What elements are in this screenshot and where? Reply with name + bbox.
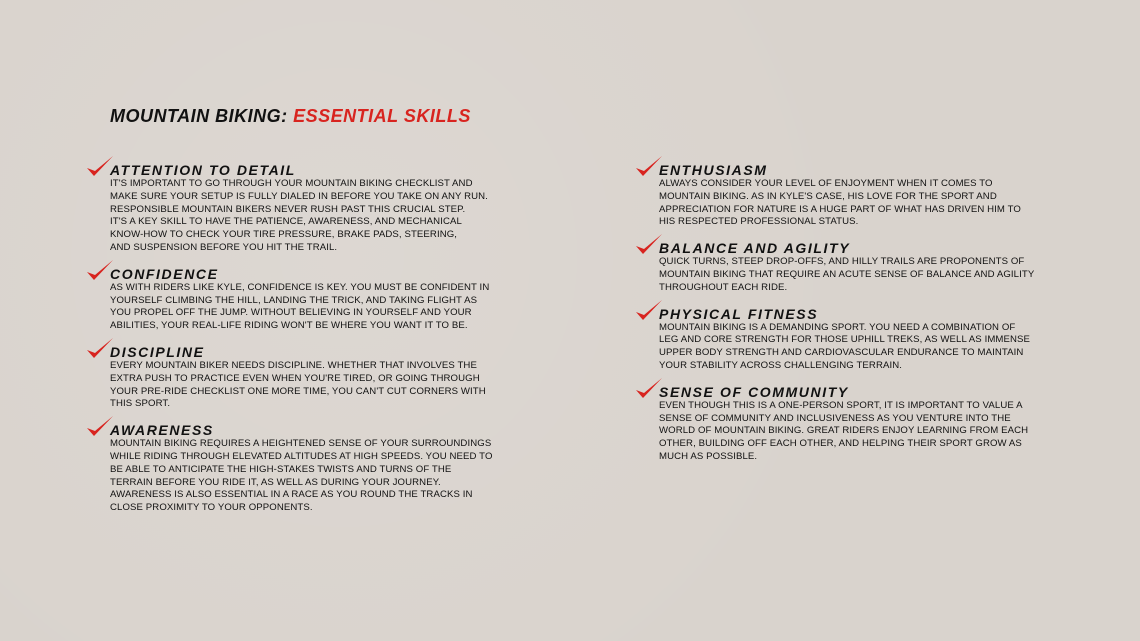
- section-awareness: [110, 420, 515, 515]
- section-heading: DISCIPLINE: [110, 343, 205, 360]
- checkmark-icon: [85, 336, 115, 362]
- section-heading: ATTENTION TO DETAIL: [110, 162, 296, 178]
- section-body: ALWAYS CONSIDER YOUR LEVEL OF ENJOYMENT WHEN IT COMES TO MOUNTAIN BIKING. AS IN KYLE'S CASE, HIS LOVE FOR THE SPORT AND APPRECIATION FOR NATURE IS A HUGE PART OF WHAT HAS DRIVEN HIM TO HIS RESPECTED PROFESSIONAL STATUS.: [659, 178, 1021, 228]
- section-body: IT'S IMPORTANT TO GO THROUGH YOUR MOUNTAIN BIKING CHECKLIST AND MAKE SURE YOUR SETUP IS FULLY DIALED IN BEFORE YOU TAKE ON ANY RUN. RESPONSIBLE MOUNTAIN BIKERS NEVER RUSH PAST THIS CRUCIAL STEP. IT'S A KEY SKILL TO HAVE THE PATIENCE, AWARENESS, AND MECHANICAL KNOW-HOW TO CHECK YOUR TIRE PRESSURE, BRAKE PADS, STEERING, AND SUSPENSION BEFORE YOU HIT THE TRAIL.: [110, 178, 488, 253]
- section-discipline: [110, 342, 515, 411]
- checkmark-icon: [85, 414, 115, 440]
- page-title: [110, 106, 471, 127]
- checkmark-icon: [85, 258, 115, 284]
- section-heading: ENTHUSIASM: [659, 162, 768, 178]
- section-enthusiasm: [659, 160, 1064, 229]
- section-body: EVERY MOUNTAIN BIKER NEEDS DISCIPLINE. WHETHER THAT INVOLVES THE EXTRA PUSH TO PRACTICE EVEN WHEN YOU'RE TIRED, OR GOING THROUGH YOUR PRE-RIDE CHECKLIST ONE MORE TIME, YOU CAN'T CUT CORNERS WITH THIS SPORT.: [110, 359, 486, 410]
- section-body: EVEN THOUGH THIS IS A ONE-PERSON SPORT, IT IS IMPORTANT TO VALUE A SENSE OF COMMUNITY AND INCLUSIVENESS AS YOU VENTURE INTO THE WORLD OF MOUNTAIN BIKING. GREAT RIDERS ENJOY LEARNING FROM EACH OTHER, BUILDING OFF EACH OTHER, AND HELPING THEIR SPORT GROW AS MUCH AS POSSIBLE.: [659, 399, 1029, 462]
- checkmark-icon: [634, 232, 664, 258]
- section-heading: CONFIDENCE: [110, 265, 219, 282]
- section-body: QUICK TURNS, STEEP DROP-OFFS, AND HILLY TRAILS ARE PROPONENTS OF MOUNTAIN BIKING THAT REQUIRE AN ACUTE SENSE OF BALANCE AND AGILITY THROUGHOUT EACH RIDE.: [659, 256, 1035, 293]
- checkmark-icon: [634, 298, 664, 324]
- right-column: [659, 160, 1064, 473]
- title-main: MOUNTAIN BIKING:: [110, 106, 294, 126]
- section-heading: PHYSICAL FITNESS: [659, 305, 819, 322]
- section-sense-of-community: [659, 382, 1064, 464]
- section-heading: BALANCE AND AGILITY: [659, 240, 851, 257]
- section-heading: SENSE OF COMMUNITY: [659, 383, 849, 400]
- section-body: MOUNTAIN BIKING REQUIRES A HEIGHTENED SENSE OF YOUR SURROUNDINGS WHILE RIDING THROUGH ELEVATED ALTITUDES AT HIGH SPEEDS. YOU NEED TO BE ABLE TO ANTICIPATE THE HIGH-STAKES TWISTS AND TURNS OF THE TERRAIN BEFORE YOU RIDE IT, AS WELL AS DURING YOUR JOURNEY. AWARENESS IS ALSO ESSENTIAL IN A RACE AS YOU ROUND THE TRACKS IN CLOSE PROXIMITY TO YOUR OPPONENTS.: [110, 438, 493, 514]
- checkmark-icon: [634, 376, 664, 402]
- section-heading: AWARENESS: [110, 422, 214, 439]
- section-body: MOUNTAIN BIKING IS A DEMANDING SPORT. YOU NEED A COMBINATION OF LEG AND CORE STRENGTH FOR THOSE UPHILL TREKS, AS WELL AS IMMENSE UPPER BODY STRENGTH AND CARDIOVASCULAR ENDURANCE TO MAINTAIN YOUR STABILITY ACROSS CHALLENGING TERRAIN.: [659, 321, 1031, 371]
- section-balance-and-agility: [659, 238, 1064, 294]
- checkmark-icon: [634, 154, 664, 180]
- checkmark-icon: [85, 154, 115, 180]
- section-physical-fitness: [659, 304, 1064, 373]
- section-confidence: [110, 264, 515, 333]
- left-column: [110, 160, 515, 524]
- section-body: AS WITH RIDERS LIKE KYLE, CONFIDENCE IS KEY. YOU MUST BE CONFIDENT IN YOURSELF CLIMBING THE HILL, LANDING THE TRICK, AND TAKING FLIGHT AS YOU PROPEL OFF THE JUMP. WITHOUT BELIEVING IN YOURSELF AND YOUR ABILITIES, YOUR REAL-LIFE RIDING WON'T BE WHERE YOU WANT IT TO BE.: [110, 281, 490, 332]
- title-accent: ESSENTIAL SKILLS: [293, 106, 471, 126]
- section-attention-to-detail: [110, 160, 515, 255]
